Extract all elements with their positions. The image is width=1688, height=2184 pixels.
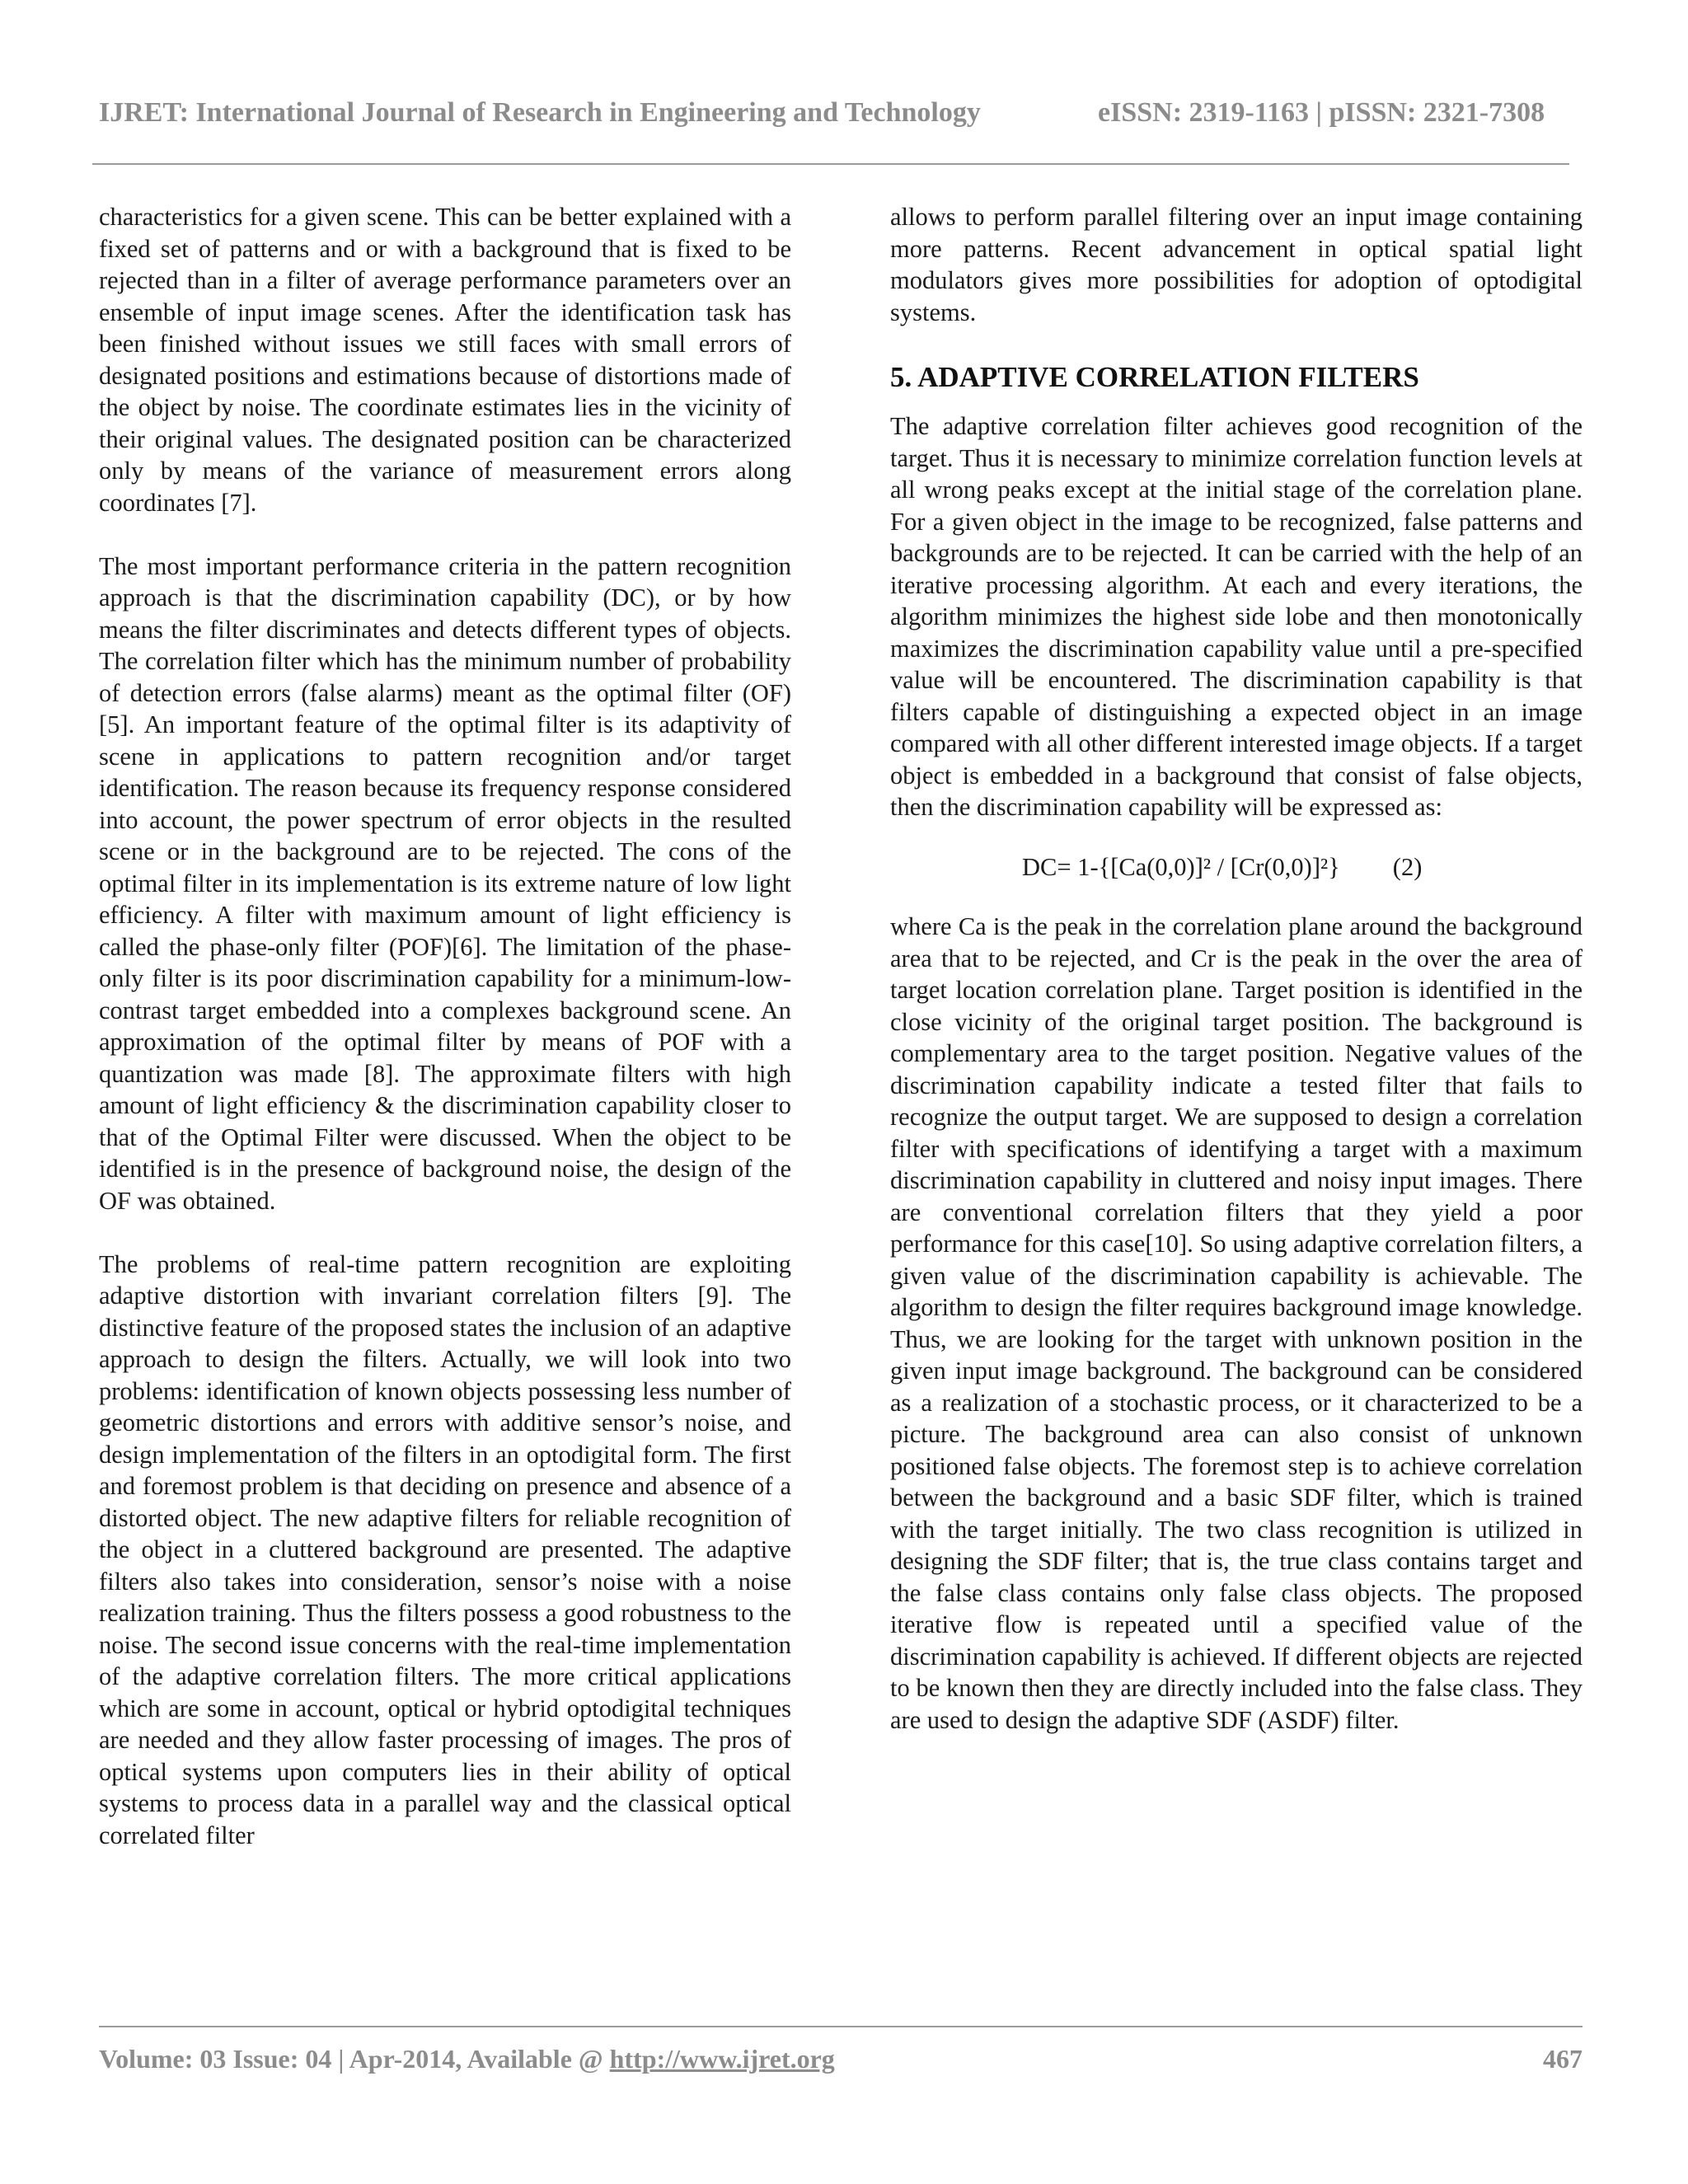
- body-paragraph: where Ca is the peak in the correlation plane around the background area that to be rejected, and Cr is the peak in the over the area of target location correlation plane. Target position is identified in the close vicinity of the original target position. The background is complementary area to the target position. Negative values of the discrimination capability indicate a tested filter that fails to recognize the output target. We are supposed to design a correlation filter with specifications of identifying a target with a maximum discrimination capability in cluttered and noisy input images. There are conventional correlation filters that they yield a poor performance for this case[10]. So using adaptive correlation filters, a given value of the discrimination capability is achievable. The algorithm to design the filter requires background image knowledge. Thus, we are looking for the target with unknown position in the given input image background. The background can be considered as a realization of a stochastic process, or it characterized to be a picture. The background area can also consist of unknown positioned false objects. The foremost step is to achieve correlation between the background and a basic SDF filter, which is trained with the target initially. The two class recognition is utilized in designing the SDF filter; that is, the true class contains target and the false class contains only false class objects. The proposed iterative flow is repeated until a specified value of the discrimination capability is achieved. If different objects are rejected to be known then they are directly included into the false class. They are used to design the adaptive SDF (ASDF) filter.: [890, 912, 1582, 1734]
- equation-formula: DC= 1-{[Ca(0,0)]² / [Cr(0,0)]²}: [1022, 852, 1340, 881]
- journal-link[interactable]: http://www.ijret.org: [609, 2044, 835, 2074]
- equation-number: (2): [1392, 852, 1423, 881]
- header-divider: [92, 163, 1569, 165]
- body-paragraph: The adaptive correlation filter achieves good recognition of the target. Thus it is necessary to minimize correlation function levels at all wrong peaks except at the initial stage of the correlation plane. For a given object in the image to be recognized, false patterns and backgrounds are to be rejected. It can be carried with the help of an iterative processing algorithm. At each and every iterations, the algorithm minimizes the highest side lobe and then monotonically maximizes the discrimination capability value until a pre-specified value will be encountered. The discrimination capability is that filters capable of distinguishing a expected object in an image compared with all other different interested image objects. If a target object is embedded in a background that consist of false objects, then the discrimination capability will be expressed as:: [890, 412, 1582, 821]
- body-paragraph: allows to perform parallel filtering over an input image containing more patterns. Recent advancement in optical spatial light modulators gives more possibilities for adoption of optodigital systems.: [890, 203, 1582, 326]
- volume-text: Volume: 03 Issue: 04 | Apr-2014, Available @: [99, 2044, 603, 2074]
- body-paragraph: The most important performance criteria in the pattern recognition approach is that the discrimination capability (DC), or by how means the filter discriminates and detects different types of objects. The correlation filter which has the minimum number of probability of detection errors (false alarms) meant as the optimal filter (OF) [5]. An important feature of the optimal filter is its adaptivity of scene in applications to pattern recognition and/or target identification. The reason because its frequency response considered into account, the power spectrum of error objects in the resulted scene or in the background are to be rejected. The cons of the optimal filter in its implementation is its extreme nature of low light efficiency. A filter with maximum amount of light efficiency is called the phase-only filter (POF)[6]. The limitation of the phase-only filter is its poor discrimination capability for a minimum-low-contrast target embedded into a complexes background scene. An approximation of the optimal filter by means of POF with a quantization was made [8]. The approximate filters with high amount of light efficiency & the discrimination capability closer to that of the Optimal Filter were discussed. When the object to be identified is in the presence of background noise, the design of the OF was obtained.: [99, 551, 791, 1215]
- body-paragraph: characteristics for a given scene. This can be better explained with a fixed set of patterns and or with a background that is fixed to be rejected than in a filter of average performance parameters over an ensemble of input image scenes. After the identification task has been finished without issues we still faces with small errors of designated positions and estimations because of distortions made of the object by noise. The coordinate estimates lies in the vicinity of their original values. The designated position can be characterized only by means of the variance of measurement errors along coordinates [7].: [99, 203, 791, 517]
- body-paragraph: The problems of real-time pattern recognition are exploiting adaptive distortion with invariant correlation filters [9]. The distinctive feature of the proposed states the inclusion of an adaptive approach to design the filters. Actually, we will look into two problems: identification of known objects possessing less number of geometric distortions and errors with additive sensor’s noise, and design implementation of the filters in an optodigital form. The first and foremost problem is that deciding on presence and absence of a distorted object. The new adaptive filters for reliable recognition of the object in a cluttered background are presented. The adaptive filters also takes into consideration, sensor’s noise with a noise realization training. Thus the filters possess a good robustness to the noise. The second issue concerns with the real-time implementation of the adaptive correlation filters. The more critical applications which are some in account, optical or hybrid optodigital techniques are needed and they allow faster processing of images. The pros of optical systems upon computers lies in their ability of optical systems to process data in a parallel way and the classical optical correlated filter: [99, 1249, 791, 1849]
- left-column: [99, 201, 791, 1851]
- issn-numbers: eISSN: 2319-1163 | pISSN: 2321-7308: [1098, 97, 1545, 128]
- footer-divider: [99, 2026, 1582, 2027]
- page-number: 467: [1543, 2044, 1582, 2074]
- equation: [890, 851, 1582, 883]
- right-column: [890, 201, 1582, 1736]
- section-heading: 5. ADAPTIVE CORRELATION FILTERS: [890, 361, 1419, 393]
- footer-volume-info: [99, 2044, 835, 2074]
- journal-title: IJRET: International Journal of Research in Engineering and Technology: [99, 97, 981, 128]
